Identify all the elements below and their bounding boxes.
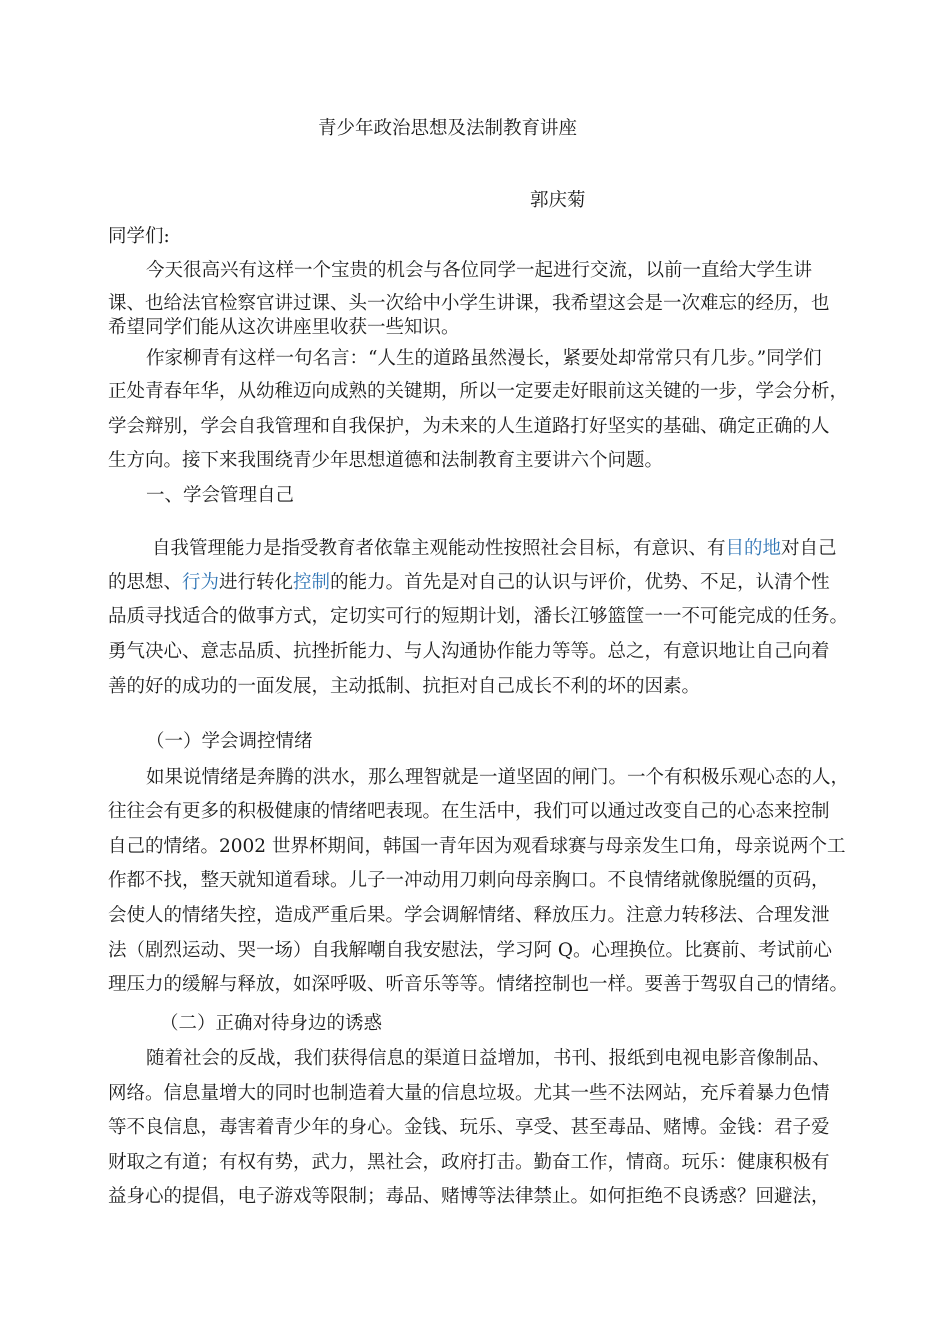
paragraph-line: 财取之有道；有权有势，武力，黑社会，政府打击。勤奋工作，情商。玩乐：健康积极有 bbox=[108, 1152, 830, 1173]
section-heading: 一、学会管理自己 bbox=[146, 485, 295, 506]
link-control[interactable]: 控制 bbox=[293, 572, 331, 593]
paragraph-line: 随着社会的反战，我们获得信息的渠道日益增加，书刊、报纸到电视电影音像制品、 bbox=[146, 1048, 831, 1069]
paragraph-line bbox=[108, 572, 830, 594]
text-span: 对自己 bbox=[781, 538, 837, 559]
paragraph-line: 理压力的缓解与释放，如深呼吸、听音乐等等。情绪控制也一样。要善于驾驭自己的情绪。 bbox=[108, 974, 849, 995]
paragraph-line: 益身心的提倡，电子游戏等限制；毒品、赌博等法律禁止。如何拒绝不良诱惑？回避法， bbox=[108, 1186, 830, 1207]
link-purpose[interactable]: 目的地 bbox=[725, 538, 782, 559]
text-span: 自我管理能力是指受教育者依靠主观能动性按照社会目标，有意识、有 bbox=[152, 538, 726, 559]
paragraph-line: 等不良信息，毒害着青少年的身心。金钱、玩乐、享受、甚至毒品、赌博。金钱：君子爱 bbox=[108, 1117, 830, 1138]
paragraph-line: 勇气决心、意志品质、抗挫折能力、与人沟通协作能力等等。总之，有意识地让自己向着 bbox=[108, 641, 830, 662]
link-behavior[interactable]: 行为 bbox=[182, 572, 220, 593]
document-author: 郭庆菊 bbox=[530, 190, 586, 211]
subsection-heading: （一）学会调控情绪 bbox=[146, 731, 313, 752]
text-span: 进行转化 bbox=[219, 572, 294, 593]
paragraph-line bbox=[152, 538, 837, 560]
paragraph-line: 善的好的成功的一面发展，主动抵制、抗拒对自己成长不利的坏的因素。 bbox=[108, 676, 701, 697]
paragraph-line: 会使人的情绪失控，造成严重后果。学会调解情绪、释放压力。注意力转移法、合理发泄 bbox=[108, 905, 830, 926]
paragraph-line: 自己的情绪。2002 世界杯期间，韩国一青年因为观看球赛与母亲发生口角，母亲说两个工 bbox=[108, 836, 846, 857]
paragraph-line: 法（剧烈运动、哭一场）自我解嘲自我安慰法，学习阿 Q。心理换位。比赛前、考试前心 bbox=[108, 940, 833, 961]
greeting: 同学们: bbox=[108, 226, 170, 247]
paragraph-line: 希望同学们能从这次讲座里收获一些知识。 bbox=[108, 317, 460, 338]
paragraph-line: 作都不找，整天就知道看球。儿子一冲动用刀刺向母亲胸口。不良情绪就像脱缰的页码， bbox=[108, 870, 830, 891]
paragraph-line: 往往会有更多的积极健康的情绪吧表现。在生活中，我们可以通过改变自己的心态来控制 bbox=[108, 801, 830, 822]
paragraph-line: 学会辩别，学会自我管理和自我保护，为未来的人生道路打好坚实的基础、确定正确的人 bbox=[108, 416, 830, 437]
paragraph-line: 今天很高兴有这样一个宝贵的机会与各位同学一起进行交流，以前一直给大学生讲 bbox=[146, 260, 813, 281]
paragraph-line: 作家柳青有这样一句名言：“人生的道路虽然漫长，紧要处却常常只有几步。”同学们 bbox=[146, 348, 822, 369]
paragraph-line: 正处青春年华，从幼稚迈向成熟的关键期，所以一定要走好眼前这关键的一步，学会分析， bbox=[108, 381, 849, 402]
subsection-heading: （二）正确对待身边的诱惑 bbox=[160, 1013, 383, 1034]
text-span: 的思想、 bbox=[108, 572, 183, 593]
paragraph-line: 如果说情绪是奔腾的洪水，那么理智就是一道坚固的闸门。一个有积极乐观心态的人， bbox=[146, 767, 850, 788]
text-span: 的能力。首先是对自己的认识与评价，优势、不足，认清个性 bbox=[330, 572, 830, 593]
paragraph-line: 课、也给法官检察官讲过课、头一次给中小学生讲课，我希望这会是一次难忘的经历，也 bbox=[108, 293, 830, 314]
paragraph-line: 生方向。接下来我围绕青少年思想道德和法制教育主要讲六个问题。 bbox=[108, 450, 664, 471]
document-title: 青少年政治思想及法制教育讲座 bbox=[318, 118, 578, 139]
paragraph-line: 品质寻找适合的做事方式，定切实可行的短期计划，潘长江够篮筐一一不可能完成的任务。 bbox=[108, 606, 849, 627]
paragraph-line: 网络。信息量增大的同时也制造着大量的信息垃圾。尤其一些不法网站，充斥着暴力色情 bbox=[108, 1083, 830, 1104]
